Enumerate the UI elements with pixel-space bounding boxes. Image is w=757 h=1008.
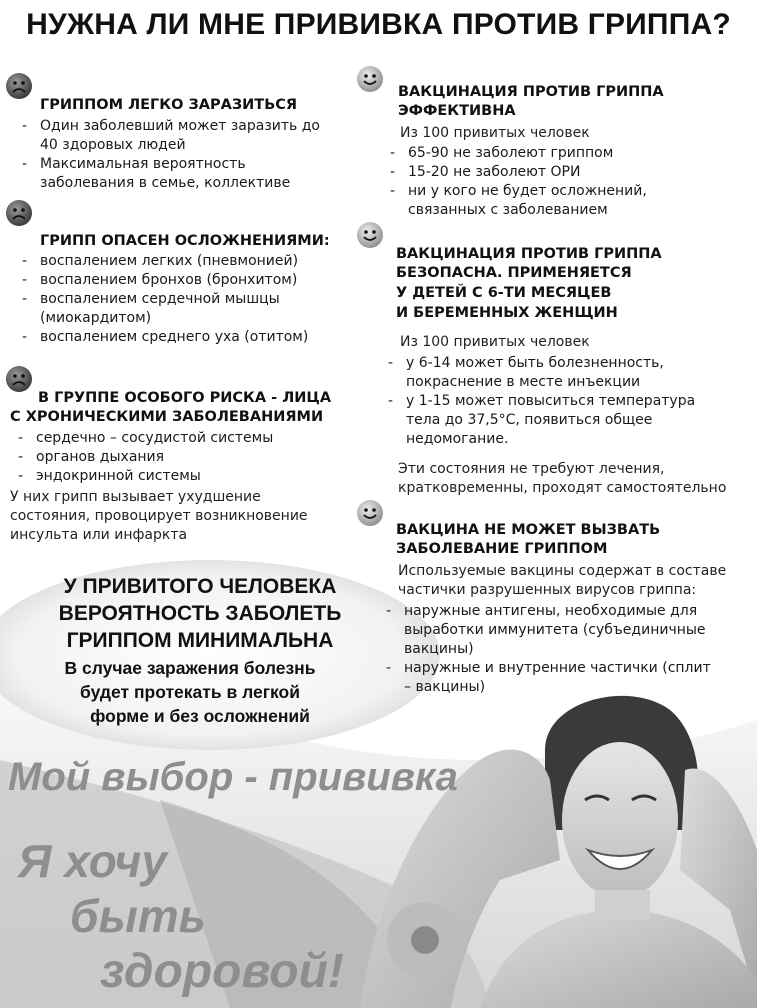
highlight-line-3: ГРИППОМ МИНИМАЛЬНА — [66, 629, 334, 652]
sad-face-icon — [6, 200, 32, 226]
list-contagious — [18, 117, 328, 193]
section-heading-risk-2: С ХРОНИЧЕСКИМИ ЗАБОЛЕВАНИЯМИ — [10, 409, 324, 425]
section-heading-safe-2: БЕЗОПАСНА. ПРИМЕНЯЕТСЯ — [396, 265, 632, 281]
list-item: - 65-90 не заболеют гриппом — [386, 144, 686, 163]
section-heading-complications: ГРИПП ОПАСЕН ОСЛОЖНЕНИЯМИ: — [40, 233, 330, 249]
section-heading-cannot-cause-2: ЗАБОЛЕВАНИЕ ГРИППОМ — [396, 541, 608, 557]
slogan-line-3: быть — [70, 890, 206, 942]
section-heading-safe-4: И БЕРЕМЕННЫХ ЖЕНЩИН — [396, 305, 618, 321]
sad-face-icon — [6, 73, 32, 99]
effective-intro: Из 100 привитых человек — [400, 125, 590, 141]
list-cannot-cause — [382, 602, 722, 697]
list-item: - воспалением среднего уха (отитом) — [18, 328, 328, 347]
safe-text: Эти состояния не требуют лечения, кратковременны, проходят самостоятельно — [398, 461, 727, 496]
highlight-sub-2: будет протекать в легкой — [80, 682, 300, 702]
list-item: - воспалением легких (пневмонией) — [18, 252, 328, 271]
highlight-sub-1: В случае заражения болезнь — [64, 658, 316, 678]
slogan-line-1: Мой выбор - прививка — [8, 755, 458, 799]
slogan-line-2: Я хочу — [18, 835, 167, 887]
list-complications — [18, 252, 328, 347]
slogan-line-4: здоровой! — [100, 945, 344, 998]
list-item: - Максимальная вероятность заболевания в семье, коллективе — [18, 155, 328, 193]
list-safe — [384, 354, 704, 449]
section-heading-effective-2: ЭФФЕКТИВНА — [398, 103, 516, 119]
happy-face-icon — [357, 500, 383, 526]
list-item: - у 1-15 может повыситься температура тела до 37,5°С, появиться общее недомогание. — [384, 392, 704, 449]
list-item: - эндокринной системы — [14, 467, 334, 486]
list-item: - воспалением сердечной мышцы (миокардитом) — [18, 290, 328, 328]
woman-photo — [330, 680, 757, 1008]
list-item: - 15-20 не заболеют ОРИ — [386, 163, 686, 182]
list-item: - Один заболевший может заразить до 40 здоровых людей — [18, 117, 328, 155]
list-item: - наружные антигены, необходимые для выработки иммунитета (субъединичные вакцины) — [382, 602, 722, 659]
list-item: - сердечно – сосудистой системы — [14, 429, 334, 448]
section-heading-safe-3: У ДЕТЕЙ С 6-ТИ МЕСЯЦЕВ — [396, 285, 612, 301]
section-heading-contagious: ГРИППОМ ЛЕГКО ЗАРАЗИТЬСЯ — [40, 97, 298, 113]
safe-intro: Из 100 привитых человек — [400, 334, 590, 350]
sad-face-icon — [6, 366, 32, 392]
list-risk — [14, 429, 334, 486]
list-item: - органов дыхания — [14, 448, 334, 467]
section-heading-safe-1: ВАКЦИНАЦИЯ ПРОТИВ ГРИППА — [396, 246, 662, 262]
highlight-line-2: ВЕРОЯТНОСТЬ ЗАБОЛЕТЬ — [58, 602, 342, 625]
list-item: - наружные и внутренние частички (сплит – вакцины) — [382, 659, 722, 697]
risk-text: У них грипп вызывает ухудшение состояния, провоцирует возникновение инсульта или инфаркта — [10, 489, 308, 543]
happy-face-icon — [357, 222, 383, 248]
list-effective — [386, 144, 686, 220]
list-item: - у 6-14 может быть болезненность, покраснение в месте инъекции — [384, 354, 704, 392]
section-heading-cannot-cause-1: ВАКЦИНА НЕ МОЖЕТ ВЫЗВАТЬ — [396, 522, 661, 538]
highlight-line-1: У ПРИВИТОГО ЧЕЛОВЕКА — [63, 575, 337, 598]
page-title: НУЖНА ЛИ МНЕ ПРИВИВКА ПРОТИВ ГРИППА? — [26, 8, 731, 41]
cannot-cause-intro: Используемые вакцины содержат в составе частички разрушенных вирусов гриппа: — [398, 563, 727, 598]
happy-face-icon — [357, 66, 383, 92]
list-item: - воспалением бронхов (бронхитом) — [18, 271, 328, 290]
highlight-sub-3: форме и без осложнений — [90, 706, 310, 726]
section-heading-effective-1: ВАКЦИНАЦИЯ ПРОТИВ ГРИППА — [398, 84, 664, 100]
section-heading-risk-1: В ГРУППЕ ОСОБОГО РИСКА - ЛИЦА — [38, 390, 332, 406]
list-item: - ни у кого не будет осложнений, связанных с заболеванием — [386, 182, 686, 220]
